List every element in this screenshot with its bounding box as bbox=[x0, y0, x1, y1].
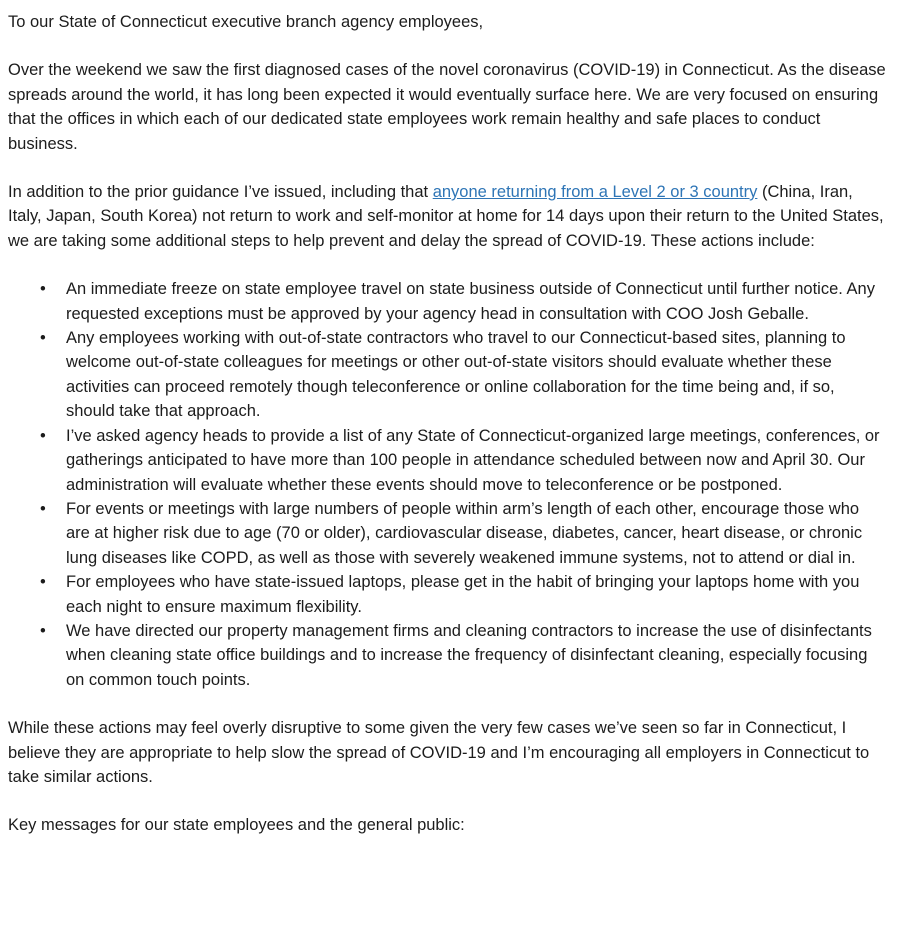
salutation: To our State of Connecticut executive branch agency employees, bbox=[8, 13, 484, 31]
guidance-paragraph bbox=[8, 180, 886, 253]
guidance-text-before-link: In addition to the prior guidance I’ve issued, including that bbox=[8, 183, 433, 202]
closing-paragraph: While these actions may feel overly disruptive to some given the very few cases we’ve seen so far in Connecticut, I believe they are appropriate to help slow the spread of COVID-19 and I’m encouraging all employers in Connecticut to take similar actions. bbox=[8, 719, 870, 786]
guidance-text-after-link: (China, Iran, Italy, Japan, South Korea) not return to work and self-monitor at home for 14 days upon their return to the United States, we are taking some additional steps to help prevent and delay the spread of COVID-19. These actions include: bbox=[8, 183, 884, 250]
action-item-cleaning-disinfectants: • We have directed our property management firms and cleaning contractors to increase the use of disinfectants when cleaning state office buildings and to increase the frequency of disinfectant cleaning, especially focusing on common touch points. bbox=[66, 619, 886, 692]
action-item-out-of-state-contractors: • Any employees working with out-of-state contractors who travel to our Connecticut-based sites, planning to welcome out-of-state colleagues for meetings or other out-of-state visitors should evaluate whether these activities can proceed remotely though teleconference or online collaboration for the time being and, if so, should take that approach. bbox=[66, 326, 886, 424]
action-item-high-risk-attendees: • For events or meetings with large numbers of people within arm’s length of each other, encourage those who are at higher risk due to age (70 or older), cardiovascular disease, diabetes, cancer, heart disease, or chronic lung diseases like COPD, as well as those with severely weakened immune systems, not to attend or dial in. bbox=[66, 497, 886, 570]
action-items-list bbox=[8, 277, 886, 692]
action-item-laptops-home: • For employees who have state-issued laptops, please get in the habit of bringing your laptops home with you each night to ensure maximum flexibility. bbox=[66, 570, 886, 619]
key-messages-heading: Key messages for our state employees and the general public: bbox=[8, 816, 465, 835]
travel-guidance-link[interactable]: anyone returning from a Level 2 or 3 country bbox=[432, 183, 758, 202]
action-item-large-meetings-list: • I’ve asked agency heads to provide a list of any State of Connecticut-organized large meetings, conferences, or gatherings anticipated to have more than 100 people in attendance scheduled between now and April 30. Our administration will evaluate whether these events should move to teleconference or be postponed. bbox=[66, 424, 886, 497]
action-item-travel-freeze: • An immediate freeze on state employee travel on state business outside of Connecticut until further notice. Any requested exceptions must be approved by your agency head in consultation with COO Josh Geballe. bbox=[66, 277, 886, 326]
intro-paragraph: Over the weekend we saw the first diagnosed cases of the novel coronavirus (COVID-19) in Connecticut. As the disease spreads around the world, it has long been expected it would eventually surface here. We are very focused on ensuring that the offices in which each of our dedicated state employees work remain healthy and safe places to conduct business. bbox=[8, 61, 886, 153]
